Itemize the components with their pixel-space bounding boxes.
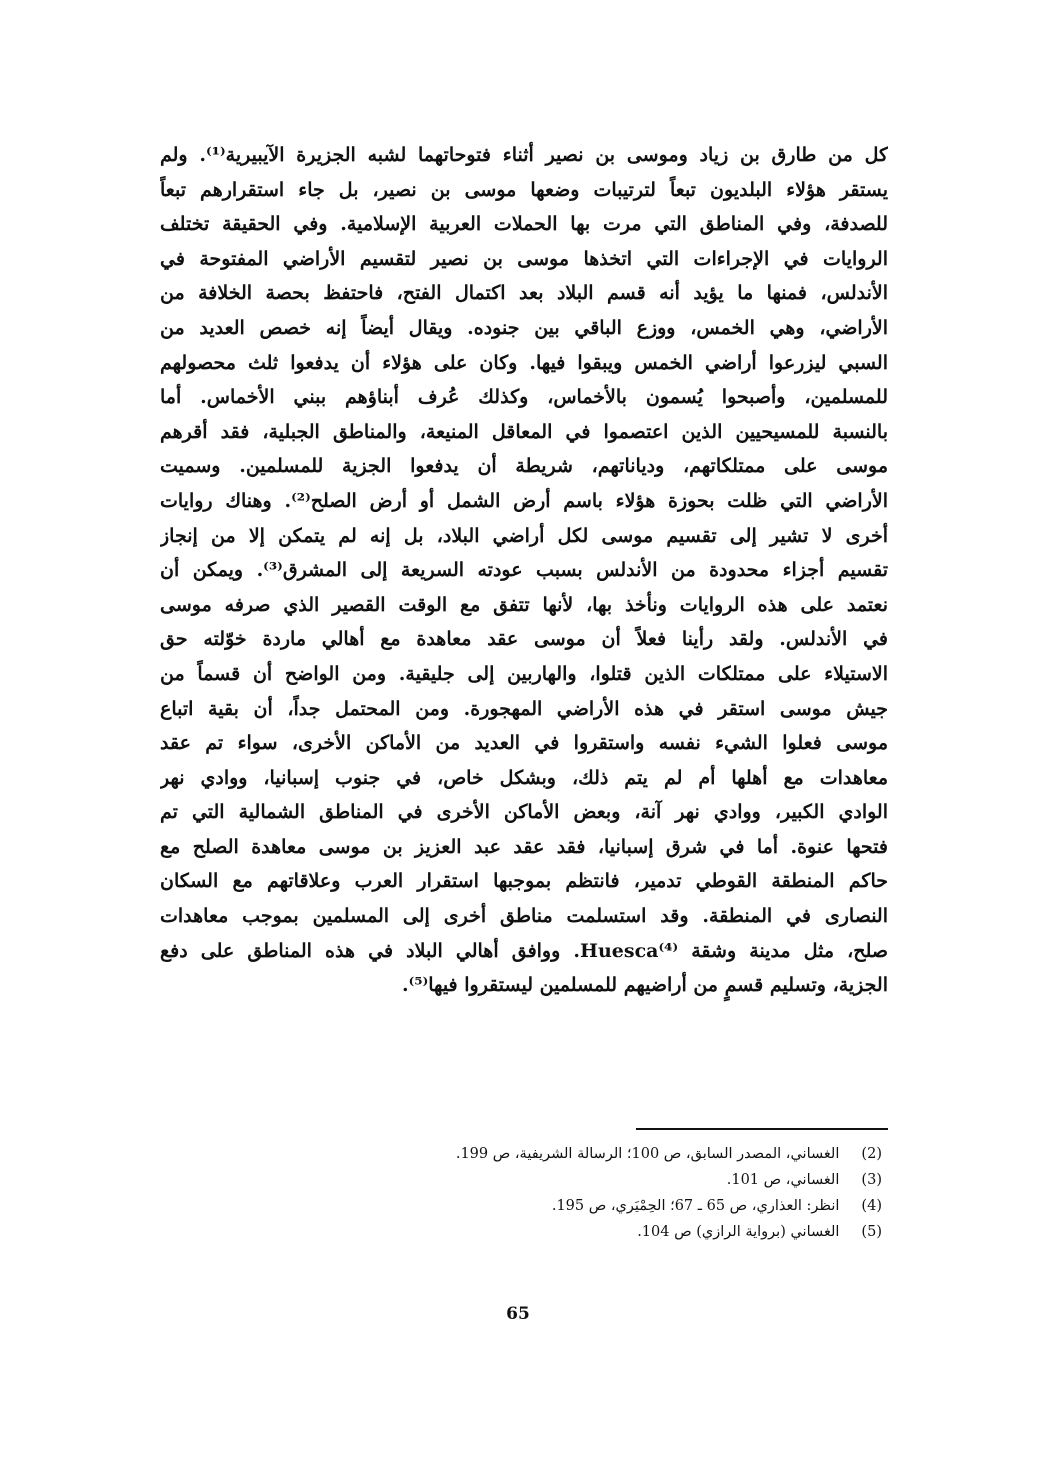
footnote-item	[340, 1193, 882, 1219]
footnote-text: الغساني (برواية الرازي) ص 104.	[637, 1224, 840, 1240]
footnotes	[340, 1141, 882, 1245]
page-number: 65	[506, 1304, 530, 1324]
text-line: جيش موسى استقر في هذه الأراضي المهجورة. ومن المحتمل جداً، أن بقية اتباع	[160, 697, 888, 720]
text-line: الاستيلاء على ممتلكات الذين قتلوا، والهاربين إلى جليقية. ومن الواضح أن قسماً من	[160, 662, 888, 685]
text-line: معاهدات مع أهلها أم لم يتم ذلك، وبشكل خاص، في جنوب إسبانيا، ووادي نهر	[160, 766, 888, 789]
text-line: الأراضي، وهي الخمس، ووزع الباقي بين جنوده. ويقال أيضاً إنه خصص العديد من	[160, 316, 888, 339]
text-line: الوادي الكبير، ووادي نهر آنة، وبعض الأماكن الأخرى في المناطق الشمالية التي تم	[160, 801, 888, 824]
text-line: للمسلمين، وأصبحوا يُسمون بالأخماس، وكذلك عُرف أبناؤهم ببني الأخماس. أما	[160, 386, 888, 409]
main-text	[160, 138, 888, 1003]
footnote-text: الغساني، المصدر السابق، ص 100؛ الرسالة الشريفية، ص 199.	[455, 1146, 840, 1162]
text-line: الروايات في الإجراءات التي اتخذها موسى بن نصير لتقسيم الأراضي المفتوحة في	[160, 247, 888, 270]
text-line: كل من طارق بن زياد وموسى بن نصير أثناء فتوحاتهما لشبه الجزيرة الآيبيرية⁽¹⁾. ولم	[160, 144, 888, 166]
text-line-last: الجزية، وتسليم قسمٍ من أراضيهم للمسلمين ليستقروا فيها⁽⁵⁾.	[402, 974, 888, 997]
text-line: يستقر هؤلاء البلديون تبعاً لترتيبات وضعها موسى بن نصير، بل جاء استقرارهم تبعاً	[160, 178, 888, 201]
text-line: صلح، مثل مدينة وشقة Huesca⁽⁴⁾. ووافق أهالي البلاد في هذه المناطق على دفع	[160, 939, 888, 962]
footnote-item	[340, 1219, 882, 1245]
text-line: تقسيم أجزاء محدودة من الأندلس بسبب عودته السريعة إلى المشرق⁽³⁾. ويمكن أن	[160, 559, 888, 582]
footnote-number: (2)	[861, 1146, 882, 1162]
text-line: الأندلس، فمنها ما يؤيد أنه قسم البلاد بعد اكتمال الفتح، فاحتفظ بحصة الخلافة من	[160, 282, 888, 305]
text-line: فتحها عنوة. أما في شرق إسبانيا، فقد عقد عبد العزيز بن موسى معاهدة الصلح مع	[160, 835, 888, 858]
footnote-item	[340, 1167, 882, 1193]
text-line: النصارى في المنطقة. وقد استسلمت مناطق أخرى إلى المسلمين بموجب معاهدات	[160, 905, 888, 928]
footnote-number: (5)	[861, 1224, 882, 1240]
text-line: أخرى لا تشير إلى تقسيم موسى لكل أراضي البلاد، بل إنه لم يتمكن إلا من إنجاز	[160, 524, 888, 547]
text-line: بالنسبة للمسيحيين الذين اعتصموا في المعاقل المنيعة، والمناطق الجبلية، فقد أقرهم	[160, 420, 888, 443]
footnote-text: انظر: العذاري، ص 65 ـ 67؛ الحِمْيَري، ص 195.	[551, 1198, 840, 1214]
footnote-item	[340, 1141, 882, 1167]
text-line: في الأندلس. ولقد رأينا فعلاً أن موسى عقد معاهدة مع أهالي ماردة خوّلته حق	[160, 628, 888, 651]
footnote-separator	[636, 1128, 888, 1130]
text-line: نعتمد على هذه الروايات ونأخذ بها، لأنها تتفق مع الوقت القصير الذي صرفه موسى	[160, 593, 888, 616]
footnote-number: (3)	[861, 1172, 882, 1188]
footnote-text: الغساني، ص 101.	[726, 1172, 840, 1188]
text-line: موسى على ممتلكاتهم، ودياناتهم، شريطة أن يدفعوا الجزية للمسلمين. وسميت	[160, 455, 888, 478]
text-line: موسى فعلوا الشيء نفسه واستقروا في العديد من الأماكن الأخرى، سواء تم عقد	[160, 732, 888, 755]
text-line: الأراضي التي ظلت بحوزة هؤلاء باسم أرض الشمل أو أرض الصلح⁽²⁾. وهناك روايات	[160, 489, 888, 512]
text-line: حاكم المنطقة القوطي تدمير، فانتظم بموجبها استقرار العرب وعلاقاتهم مع السكان	[160, 870, 888, 893]
text-line: للصدفة، وفي المناطق التي مرت بها الحملات العربية الإسلامية. وفي الحقيقة تختلف	[160, 213, 888, 236]
footnote-number: (4)	[861, 1198, 882, 1214]
text-line: السبي ليزرعوا أراضي الخمس ويبقوا فيها. وكان على هؤلاء أن يدفعوا ثلث محصولهم	[160, 351, 888, 374]
